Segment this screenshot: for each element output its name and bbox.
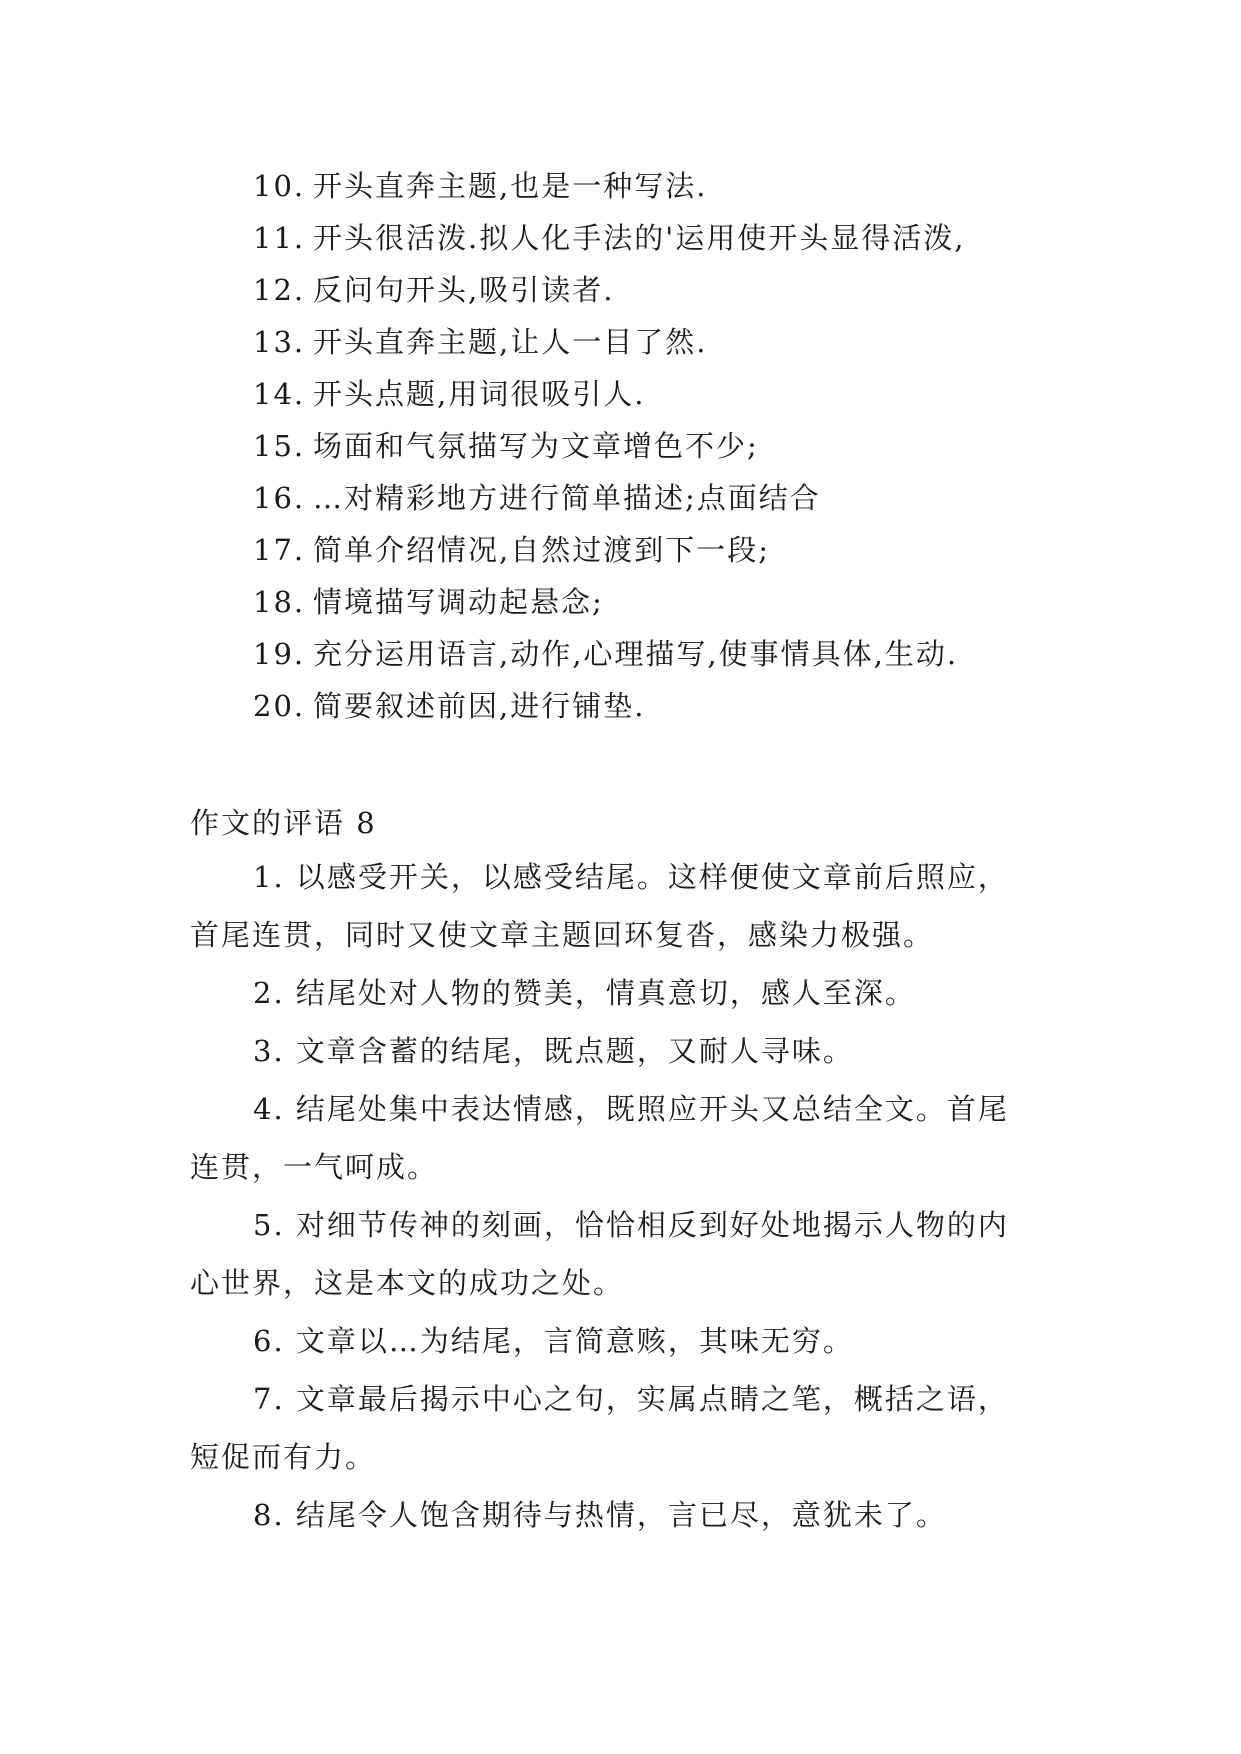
- list-text: 简要叙述前因,进行铺垫.: [313, 689, 646, 723]
- list-item: [253, 270, 614, 310]
- paragraph-line: 1. 以感受开关，以感受结尾。这样便使文章前后照应，: [253, 860, 1009, 894]
- paragraph-line: 2. 结尾处对人物的赞美，情真意切，感人至深。: [253, 976, 916, 1010]
- list-text: 开头直奔主题,也是一种写法.: [313, 169, 708, 203]
- list-item: [253, 426, 759, 466]
- list-item: [253, 322, 707, 362]
- list-item: [253, 478, 821, 518]
- list-number: 18.: [253, 585, 306, 619]
- list-number: 19.: [253, 637, 306, 671]
- list-item: [253, 218, 965, 258]
- paragraph-line: 7. 文章最后揭示中心之句，实属点睛之笔，概括之语，: [253, 1382, 1009, 1416]
- list-number: 16.: [253, 481, 306, 515]
- list-number: 10.: [253, 169, 306, 203]
- paragraph-line: 8. 结尾令人饱含期待与热情，言已尽，意犹未了。: [253, 1498, 947, 1532]
- list-item: [253, 166, 707, 206]
- list-text: 开头点题,用词很吸引人.: [313, 377, 646, 411]
- list-text: 开头很活泼.拟人化手法的'运用使开头显得活泼,: [313, 221, 966, 255]
- list-text: 情境描写调动起悬念;: [313, 585, 604, 619]
- section-heading: 作文的评语 8: [190, 806, 377, 840]
- list-number: 15.: [253, 429, 306, 463]
- paragraph-line: 6. 文章以…为结尾，言简意赅，其味无穷。: [253, 1324, 854, 1358]
- list-item: [253, 634, 958, 674]
- list-text: 开头直奔主题,让人一目了然.: [313, 325, 708, 359]
- paragraph-line: 心世界，这是本文的成功之处。: [190, 1266, 625, 1300]
- list-item: [253, 686, 645, 726]
- paragraph-line: 5. 对细节传神的刻画，恰恰相反到好处地揭示人物的内: [253, 1208, 1009, 1242]
- list-text: 充分运用语言,动作,心理描写,使事情具体,生动.: [313, 637, 959, 671]
- list-number: 12.: [253, 273, 306, 307]
- list-text: …对精彩地方进行简单描述;点面结合: [313, 481, 821, 515]
- list-text: 反问句开头,吸引读者.: [313, 273, 615, 307]
- list-number: 17.: [253, 533, 306, 567]
- paragraph-line: 短促而有力。: [190, 1440, 377, 1474]
- paragraph-line: 首尾连贯，同时又使文章主题回环复沓，感染力极强。: [190, 918, 935, 952]
- list-number: 14.: [253, 377, 306, 411]
- list-number: 13.: [253, 325, 306, 359]
- list-number: 11.: [253, 221, 306, 255]
- paragraph-line: 3. 文章含蓄的结尾，既点题，又耐人寻味。: [253, 1034, 854, 1068]
- list-text: 简单介绍情况,自然过渡到下一段;: [313, 533, 770, 567]
- list-text: 场面和气氛描写为文章增色不少;: [313, 429, 759, 463]
- paragraph-line: 连贯，一气呵成。: [190, 1150, 439, 1184]
- list-item: [253, 374, 645, 414]
- list-item: [253, 582, 604, 622]
- paragraph-line: 4. 结尾处集中表达情感，既照应开头又总结全文。首尾: [253, 1092, 1009, 1126]
- list-item: [253, 530, 770, 570]
- list-number: 20.: [253, 689, 306, 723]
